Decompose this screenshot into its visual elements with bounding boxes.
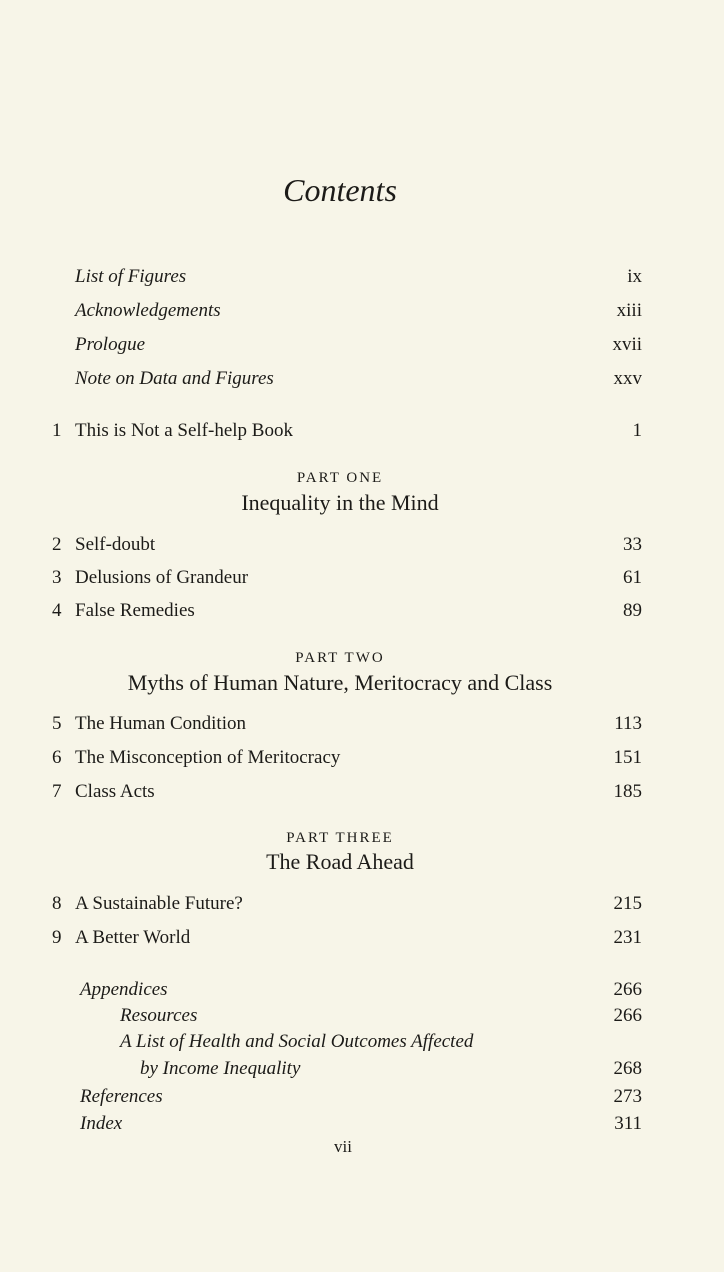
- toc-entry-page: ix: [627, 266, 642, 287]
- toc-entry-page: 311: [614, 1113, 642, 1134]
- chapter-number: 7: [52, 781, 62, 802]
- toc-entry-references[interactable]: [80, 1086, 642, 1112]
- toc-entry-page: xvii: [612, 334, 642, 355]
- toc-entry-page: 266: [613, 1005, 642, 1026]
- chapter-number: 2: [52, 534, 62, 555]
- chapter-page: 89: [623, 600, 642, 621]
- chapter-number: 6: [52, 747, 62, 768]
- toc-entry-health-list[interactable]: [80, 1031, 642, 1057]
- chapter-page: 61: [623, 567, 642, 588]
- chapter-title: This is Not a Self-help Book: [75, 420, 293, 441]
- toc-entry-list-of-figures[interactable]: [52, 266, 642, 296]
- page-number: vii: [334, 1137, 352, 1156]
- toc-entry-label: Appendices: [80, 979, 168, 1000]
- part-two-label: PART TWO: [295, 650, 385, 666]
- chapter-page: 215: [613, 893, 642, 914]
- chapter-title: A Better World: [75, 927, 191, 948]
- chapter-page: 151: [613, 747, 642, 768]
- part-two-title: Myths of Human Nature, Meritocracy and Class: [127, 670, 553, 695]
- toc-entry-health-list-cont[interactable]: [80, 1058, 642, 1084]
- page-title: Contents: [283, 172, 397, 208]
- toc-chapter-1[interactable]: [52, 420, 642, 450]
- chapter-page: 1: [632, 420, 642, 441]
- chapter-number: 3: [52, 567, 62, 588]
- toc-chapter-3[interactable]: [52, 567, 642, 597]
- chapter-page: 113: [614, 713, 642, 734]
- chapter-number: 4: [52, 600, 62, 621]
- toc-entry-label-line2: by Income Inequality: [140, 1058, 301, 1079]
- toc-entry-page: 268: [613, 1058, 642, 1079]
- chapter-page: 33: [623, 534, 642, 555]
- toc-entry-acknowledgements[interactable]: [52, 300, 642, 330]
- part-three-label: PART THREE: [286, 830, 394, 846]
- toc-entry-label-line1: A List of Health and Social Outcomes Affected: [120, 1031, 474, 1052]
- chapter-title: The Human Condition: [75, 713, 246, 734]
- toc-chapter-6[interactable]: [52, 747, 642, 777]
- toc-chapter-7[interactable]: [52, 781, 642, 811]
- chapter-title: Class Acts: [75, 781, 155, 802]
- chapter-title: Self-doubt: [75, 534, 156, 555]
- toc-entry-label: List of Figures: [75, 266, 187, 287]
- part-one-label: PART ONE: [296, 470, 384, 486]
- toc-entry-page: 266: [613, 979, 642, 1000]
- toc-entry-index[interactable]: [80, 1113, 642, 1139]
- part-one-title: Inequality in the Mind: [241, 490, 439, 515]
- toc-entry-page: xxv: [613, 368, 642, 389]
- toc-chapter-9[interactable]: [52, 927, 642, 957]
- chapter-title: A Sustainable Future?: [75, 893, 243, 914]
- chapter-title: The Misconception of Meritocracy: [75, 747, 341, 768]
- chapter-title: False Remedies: [75, 600, 195, 621]
- toc-entry-label: References: [80, 1086, 163, 1107]
- toc-chapter-8[interactable]: [52, 893, 642, 923]
- chapter-number: 5: [52, 713, 62, 734]
- toc-entry-appendices[interactable]: [80, 979, 642, 1005]
- chapter-number: 9: [52, 927, 62, 948]
- chapter-page: 185: [613, 781, 642, 802]
- toc-entry-resources[interactable]: [80, 1005, 642, 1031]
- toc-entry-page: 273: [613, 1086, 642, 1107]
- toc-chapter-4[interactable]: [52, 600, 642, 630]
- chapter-number: 1: [52, 420, 62, 441]
- chapter-page: 231: [613, 927, 642, 948]
- chapter-title: Delusions of Grandeur: [75, 567, 249, 588]
- toc-entry-page: xiii: [616, 300, 642, 321]
- toc-entry-note-on-data[interactable]: [52, 368, 642, 398]
- part-three-title: The Road Ahead: [266, 849, 414, 874]
- toc-chapter-5[interactable]: [52, 713, 642, 743]
- toc-chapter-2[interactable]: [52, 534, 642, 564]
- toc-entry-label: Acknowledgements: [75, 300, 221, 321]
- toc-entry-label: Note on Data and Figures: [75, 368, 274, 389]
- toc-entry-prologue[interactable]: [52, 334, 642, 364]
- toc-entry-label: Resources: [120, 1005, 198, 1026]
- toc-entry-label: Prologue: [75, 334, 146, 355]
- toc-entry-label: Index: [80, 1113, 123, 1134]
- chapter-number: 8: [52, 893, 62, 914]
